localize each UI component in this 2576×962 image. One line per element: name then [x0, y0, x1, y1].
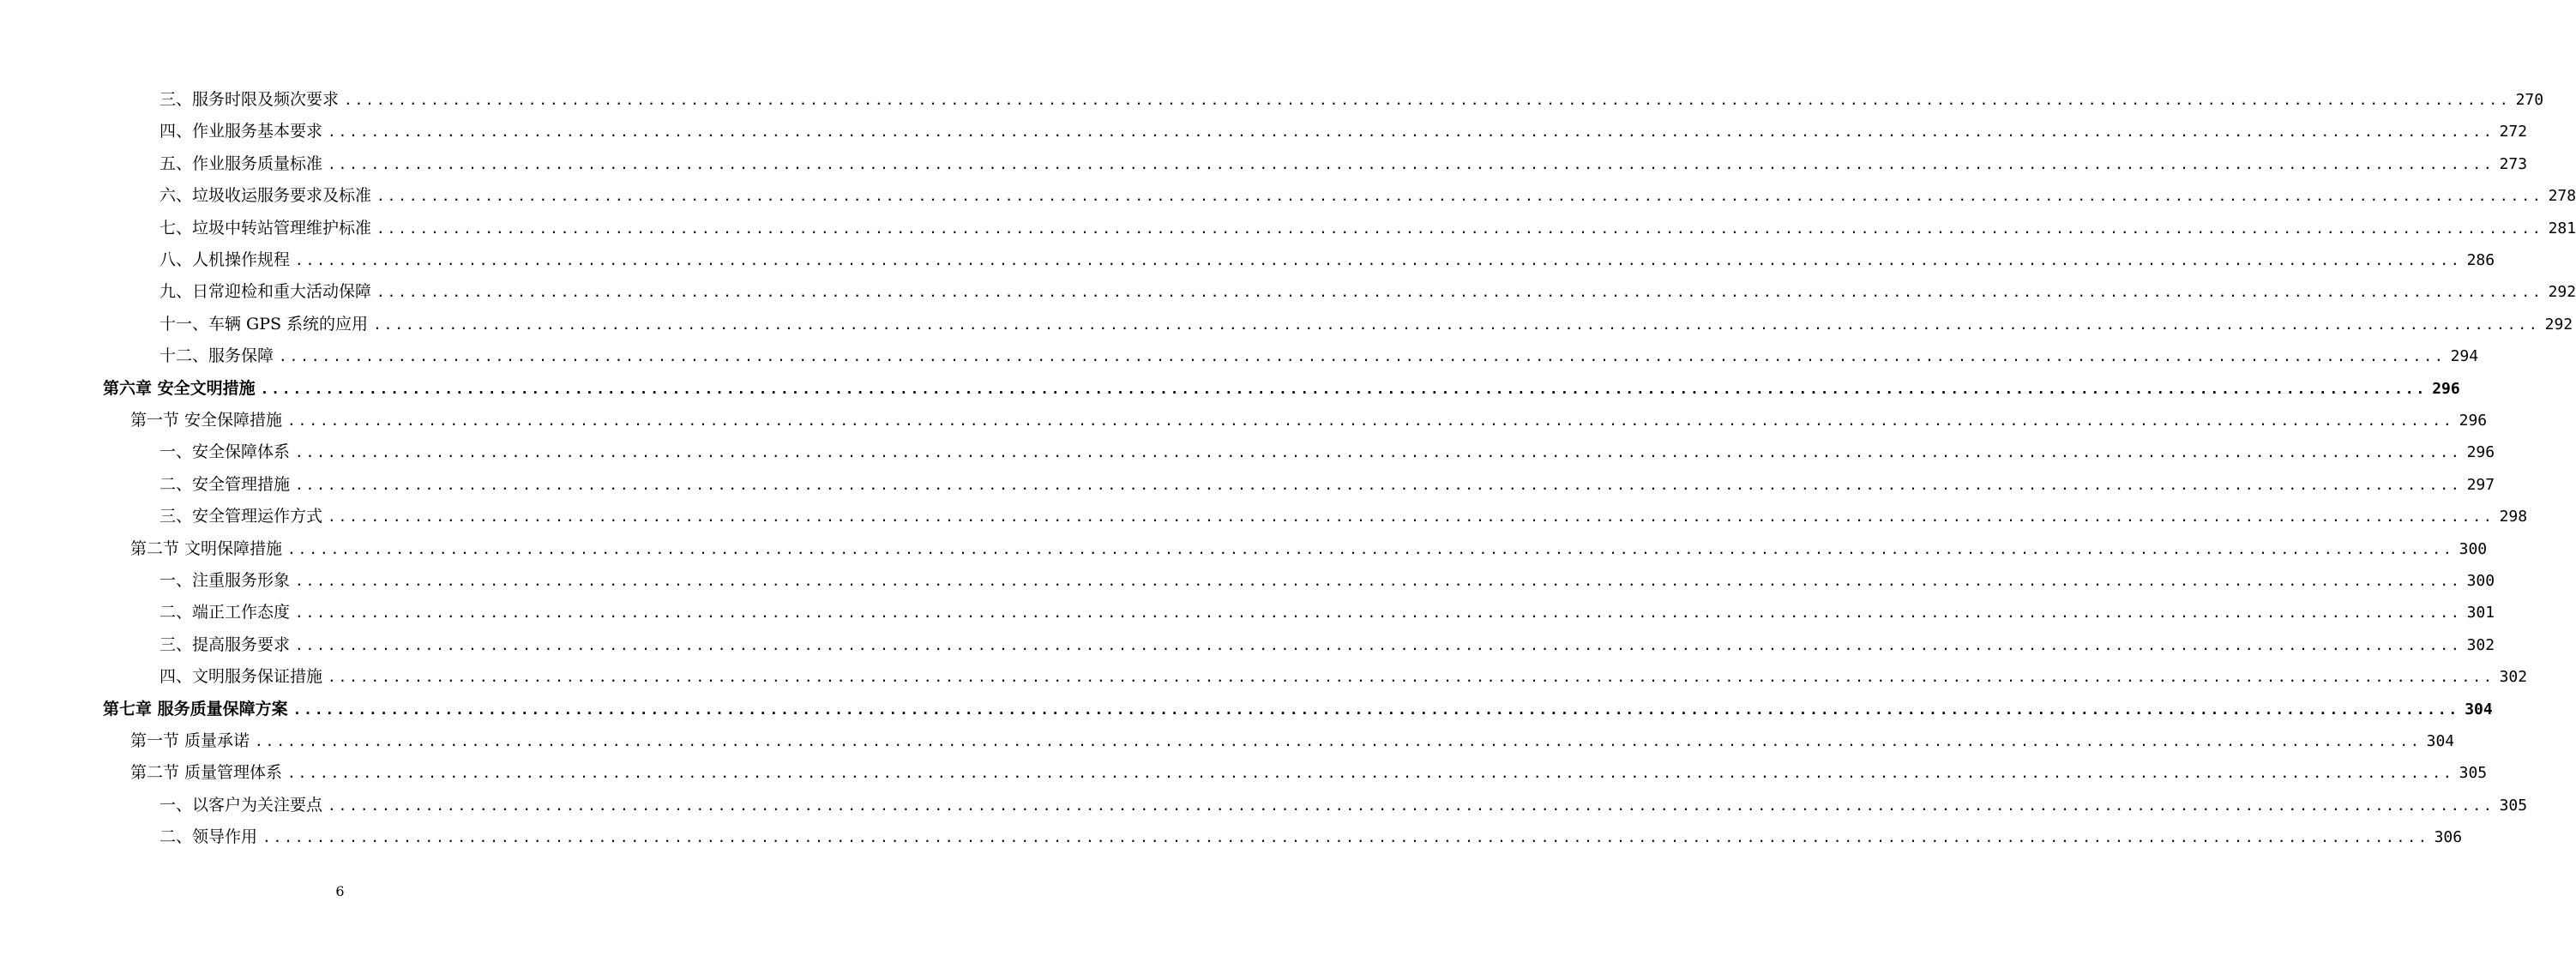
dot-leader: ........................................................................................................................................................................................................ [376, 219, 2543, 237]
toc-entry-title: 二、安全管理措施 [159, 474, 291, 494]
dot-leader: ........................................................................................................................................................................................................ [295, 444, 2462, 461]
toc-entry[interactable] [103, 376, 2460, 401]
dot-leader: ........................................................................................................................................................................................................ [287, 765, 2454, 782]
dot-leader: ........................................................................................................................................................................................................ [328, 123, 2495, 141]
dot-leader: ........................................................................................................................................................................................................ [287, 540, 2454, 557]
toc-entry-title: 四、作业服务基本要求 [159, 122, 323, 141]
toc-entry-page: 298 [2499, 508, 2528, 526]
toc-entry-title: 二、领导作用 [159, 827, 258, 847]
toc-entry[interactable] [159, 151, 2528, 177]
dot-leader: ........................................................................................................................................................................................................ [287, 412, 2454, 429]
toc-entry[interactable] [159, 247, 2495, 273]
dot-leader: ........................................................................................................................................................................................................ [295, 476, 2462, 493]
toc-entry-title: 十二、服务保障 [159, 346, 274, 366]
toc-entry-title: 十一、车辆 GPS 系统的应用 [159, 314, 369, 334]
toc-entry-page: 272 [2499, 123, 2528, 141]
toc-entry[interactable] [159, 824, 2463, 850]
toc-entry-page: 296 [2466, 443, 2495, 462]
dot-leader: ........................................................................................................................................................................................................ [376, 188, 2543, 205]
toc-entry-page: 300 [2466, 572, 2495, 590]
toc-entry-title: 第一节 质量承诺 [130, 731, 250, 750]
toc-entry[interactable] [130, 728, 2455, 754]
toc-entry[interactable] [159, 183, 2576, 208]
toc-entry[interactable] [103, 696, 2493, 722]
toc-entry-page: 305 [2459, 764, 2488, 783]
toc-entry-title: 六、垃圾收运服务要求及标准 [159, 186, 372, 206]
toc-entry[interactable] [159, 279, 2576, 304]
toc-entry-page: 301 [2466, 604, 2495, 622]
dot-leader: ........................................................................................................................................................................................................ [260, 380, 2428, 397]
dot-leader: ........................................................................................................................................................................................................ [376, 284, 2543, 301]
toc-entry-title: 四、文明服务保证措施 [159, 667, 323, 687]
dot-leader: ........................................................................................................................................................................................................ [328, 669, 2495, 686]
dot-leader: ........................................................................................................................................................................................................ [295, 252, 2462, 268]
toc-entry-page: 273 [2499, 154, 2528, 173]
dot-leader: ........................................................................................................................................................................................................ [262, 829, 2429, 846]
dot-leader: ........................................................................................................................................................................................................ [292, 700, 2460, 718]
toc-entry-page: 305 [2499, 796, 2528, 815]
toc-entry[interactable] [130, 760, 2488, 785]
toc-entry-title: 三、服务时限及频次要求 [159, 90, 340, 109]
dot-leader: ........................................................................................................................................................................................................ [328, 155, 2495, 172]
toc-entry[interactable] [159, 311, 2573, 337]
toc-entry-title: 第七章 服务质量保障方案 [103, 699, 288, 718]
toc-entry-page: 304 [2426, 732, 2455, 750]
dot-leader: ........................................................................................................................................................................................................ [279, 348, 2446, 365]
dot-leader: ........................................................................................................................................................................................................ [295, 573, 2462, 589]
toc-entry[interactable] [159, 118, 2528, 144]
toc-entry-page: 292 [2544, 315, 2573, 334]
toc-entry-page: 306 [2434, 828, 2463, 847]
toc-entry-title: 二、端正工作态度 [159, 603, 291, 622]
toc-entry[interactable] [159, 792, 2528, 818]
toc-entry-title: 第一节 安全保障措施 [130, 411, 283, 430]
dot-leader: ........................................................................................................................................................................................................ [328, 797, 2495, 814]
toc-entry-page: 302 [2466, 635, 2495, 654]
dot-leader: ........................................................................................................................................................................................................ [255, 733, 2422, 749]
toc-entry[interactable] [130, 536, 2488, 562]
toc-entry[interactable] [159, 343, 2479, 369]
toc-entry-title: 三、提高服务要求 [159, 634, 291, 654]
toc-entry[interactable] [159, 599, 2495, 625]
toc-entry-page: 304 [2465, 700, 2493, 718]
dot-leader: ........................................................................................................................................................................................................ [373, 316, 2540, 333]
toc-entry[interactable] [159, 632, 2495, 658]
dot-leader: ........................................................................................................................................................................................................ [344, 92, 2511, 108]
toc-entry-page: 296 [2459, 412, 2488, 430]
toc-entry-title: 第六章 安全文明措施 [103, 378, 256, 398]
toc-entry-title: 一、以客户为关注要点 [159, 795, 323, 815]
toc-entry-title: 第二节 文明保障措施 [130, 538, 283, 558]
toc-entry-page: 297 [2466, 475, 2495, 494]
toc-entry-page: 292 [2548, 283, 2576, 302]
toc-entry-title: 三、安全管理运作方式 [159, 507, 323, 526]
toc-entry-page: 302 [2499, 668, 2528, 687]
toc-entry-title: 九、日常迎检和重大活动保障 [159, 282, 372, 302]
page-number: 6 [335, 883, 345, 899]
toc-entry-title: 八、人机操作规程 [159, 250, 291, 269]
toc-entry-page: 278 [2548, 187, 2576, 206]
toc-entry-page: 270 [2515, 91, 2544, 109]
toc-entry[interactable] [159, 439, 2495, 465]
toc-entry-page: 286 [2466, 251, 2495, 269]
dot-leader: ........................................................................................................................................................................................................ [328, 508, 2495, 526]
toc-entry[interactable] [159, 215, 2576, 241]
toc-entry-title: 七、垃圾中转站管理维护标准 [159, 218, 372, 237]
toc-entry-page: 281 [2548, 219, 2576, 237]
toc-entry[interactable] [159, 568, 2495, 593]
dot-leader: ........................................................................................................................................................................................................ [295, 604, 2462, 622]
toc-entry[interactable] [130, 407, 2488, 433]
toc-entry-title: 一、安全保障体系 [159, 442, 291, 462]
toc-entry-page: 296 [2432, 379, 2460, 398]
toc-entry[interactable] [159, 87, 2544, 112]
toc-entry-title: 一、注重服务形象 [159, 571, 291, 590]
toc-entry-title: 五、作业服务质量标准 [159, 153, 323, 173]
toc-entry[interactable] [159, 664, 2528, 689]
toc-entry[interactable] [159, 503, 2528, 529]
toc-entry-page: 300 [2459, 539, 2488, 558]
toc-entry-title: 第二节 质量管理体系 [130, 763, 283, 783]
toc-entry-page: 294 [2450, 347, 2479, 366]
toc-entry[interactable] [159, 472, 2495, 497]
dot-leader: ........................................................................................................................................................................................................ [295, 636, 2462, 653]
